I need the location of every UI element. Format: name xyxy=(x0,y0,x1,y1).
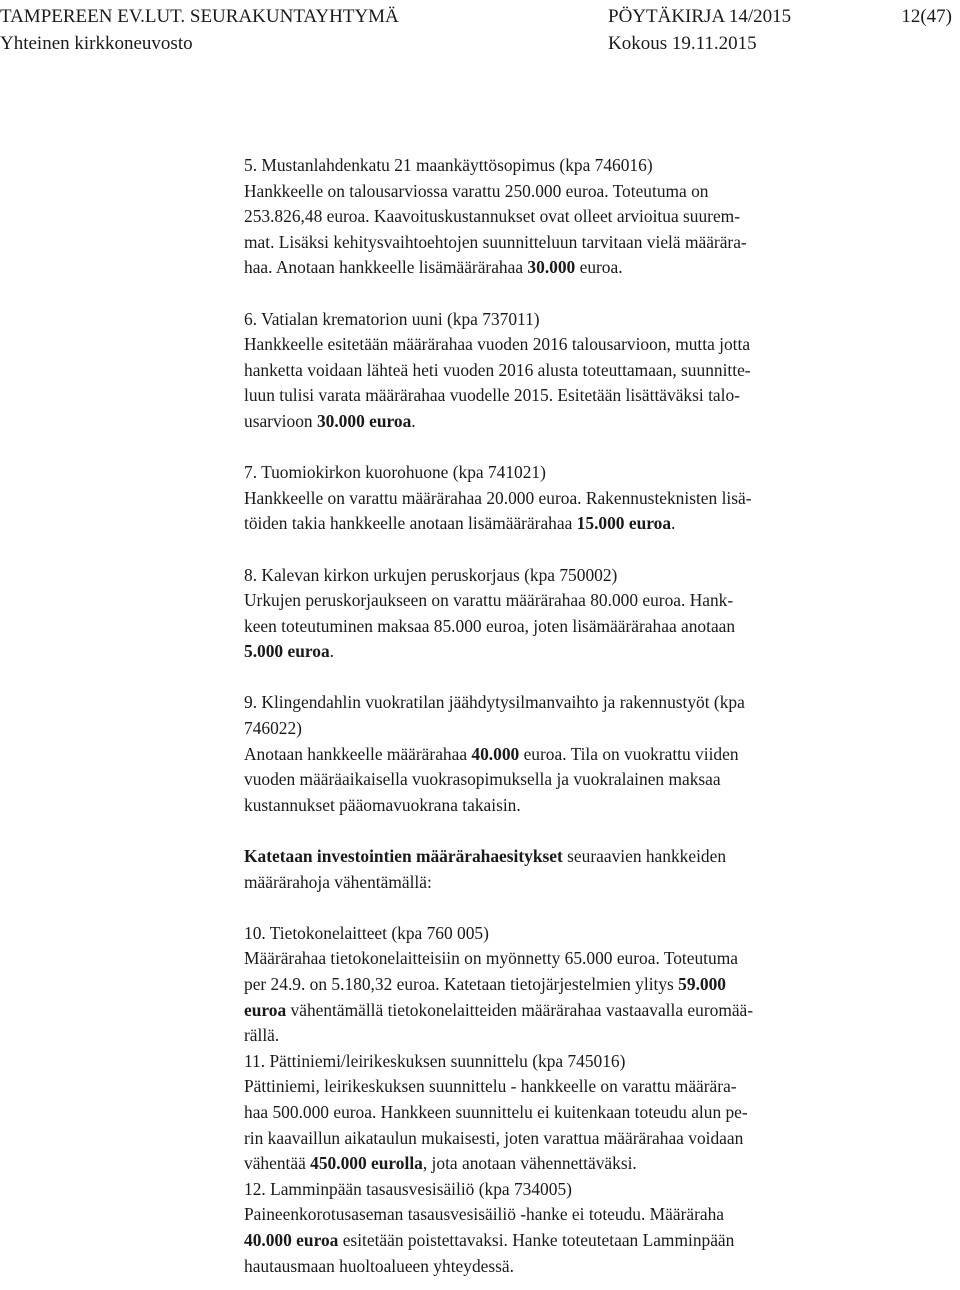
section-s11 xyxy=(244,1049,944,1177)
document-body xyxy=(244,153,944,1279)
text-line: 746022) xyxy=(244,718,302,739)
meeting-date: Kokous 19.11.2015 xyxy=(608,33,757,54)
bold-amount: 450.000 eurolla xyxy=(310,1153,423,1174)
bold-amount: 59.000 xyxy=(678,974,726,994)
text-line: Hankkeelle on varattu määrärahaa 20.000 euroa. Rakennusteknisten lisä- xyxy=(244,487,752,508)
section-heading-line: 6. Vatialan krematorion uuni (kpa 737011) xyxy=(244,308,540,329)
text-line: Urkujen peruskorjaukseen on varattu määrärahaa 80.000 euroa. Hank- xyxy=(244,590,734,611)
header-row-1 xyxy=(0,4,960,29)
section-s8 xyxy=(244,563,944,665)
bold-amount: 40.000 xyxy=(471,743,520,764)
section-s10 xyxy=(244,921,944,1049)
text-line: keen toteutuminen maksaa 85.000 euroa, joten lisämäärärahaa anotaan xyxy=(244,615,736,636)
section-s7 xyxy=(244,460,944,537)
text-line: rällä. xyxy=(244,1025,280,1046)
bold-amount: 30.000 euroa xyxy=(316,410,412,431)
section-heading-line: 7. Tuomiokirkon kuorohuone (kpa 741021) xyxy=(244,462,546,483)
text-line: kustannukset pääomavuokrana takaisin. xyxy=(244,794,521,815)
text-line: vuoden määräaikaisella vuokrasopimuksella ja vuokralainen maksaa xyxy=(244,769,721,790)
section-s5 xyxy=(244,153,944,281)
text-line: rin kaavaillun aikataulun mukaisesti, joten varattua määrärahaa voidaan xyxy=(244,1127,744,1148)
section-heading-line: 5. Mustanlahdenkatu 21 maankäyttösopimus (kpa 746016) xyxy=(244,155,653,175)
text-line: mat. Lisäksi kehitysvaihtoehtojen suunnitteluun tarvitaan vielä määrära- xyxy=(244,231,747,252)
header-row-2 xyxy=(0,31,960,56)
text-line: Pättiniemi, leirikeskuksen suunnittelu - hankkeelle on varattu määrära- xyxy=(244,1076,737,1097)
section-heading-line: 8. Kalevan kirkon urkujen peruskorjaus (kpa 750002) xyxy=(244,564,618,585)
text-line: Anotaan hankkeelle määrärahaa 40.000 euroa. Tila on vuokrattu viiden xyxy=(244,743,739,764)
bold-amount: 30.000 xyxy=(527,257,576,278)
bold-amount: Katetaan investointien määrärahaesitykset xyxy=(244,846,563,867)
section-heading-line: Katetaan investointien määrärahaesitykset seuraavien hankkeiden xyxy=(244,846,727,867)
text-line: määrärahoja vähentämällä: xyxy=(244,871,432,892)
text-line: haa. Anotaan hankkeelle lisämäärärahaa 30.000 euroa. xyxy=(244,257,623,278)
text-line: Määrärahaa tietokonelaitteisiin on myönnetty 65.000 euroa. Toteutuma xyxy=(244,948,738,969)
section-heading-line: 11. Pättiniemi/leirikeskuksen suunnittelu (kpa 745016) xyxy=(244,1050,626,1071)
text-line: vähentää 450.000 eurolla, jota anotaan vähennettäväksi. xyxy=(244,1153,637,1174)
text-line: 253.826,48 euroa. Kaavoituskustannukset ovat olleet arvioitua suurem- xyxy=(244,206,740,227)
text-line: Hankkeelle on talousarviossa varattu 250.000 euroa. Toteutuma on xyxy=(244,180,709,201)
text-line: hautausmaan huoltoalueen yhteydessä. xyxy=(244,1255,514,1276)
text-line: Hankkeelle esitetään määrärahaa vuoden 2016 talousarvioon, mutta jotta xyxy=(244,334,751,355)
text-line: haa 500.000 euroa. Hankkeen suunnittelu ei kuitenkaan toteudu alun pe- xyxy=(244,1101,748,1122)
organization-name: TAMPEREEN EV.LUT. SEURAKUNTAYHTYMÄ xyxy=(0,6,399,27)
governing-body: Yhteinen kirkkoneuvosto xyxy=(0,33,193,54)
section-katetaan xyxy=(244,844,944,895)
section-s6 xyxy=(244,307,944,435)
section-s9 xyxy=(244,690,944,818)
section-heading-line: 9. Klingendahlin vuokratilan jäähdytysilmanvaihto ja rakennustyöt (kpa xyxy=(244,692,745,713)
bold-amount: 15.000 euroa xyxy=(576,513,672,534)
page-header xyxy=(0,0,960,62)
section-heading-line: 10. Tietokonelaitteet (kpa 760 005) xyxy=(244,922,489,943)
text-line: euroa vähentämällä tietokonelaitteiden määrärahaa vastaavalla euromää- xyxy=(244,999,754,1020)
bold-amount: euroa xyxy=(244,999,287,1020)
text-line: hanketta voidaan lähteä heti vuoden 2016 alusta toteuttamaan, suunnitte- xyxy=(244,359,751,380)
text-line: per 24.9. on 5.180,32 euroa. Katetaan tietojärjestelmien ylitys 59.000 xyxy=(244,974,726,994)
page-number: 12(47) xyxy=(901,6,952,27)
section-s12 xyxy=(244,1177,944,1279)
bold-amount: 40.000 euroa xyxy=(244,1229,339,1250)
text-line: usarvioon 30.000 euroa. xyxy=(244,410,416,431)
section-heading-line: 12. Lamminpään tasausvesisäiliö (kpa 734005) xyxy=(244,1178,572,1199)
text-line: Paineenkorotusaseman tasausvesisäiliö -hanke ei toteudu. Määräraha xyxy=(244,1204,725,1225)
text-line: 5.000 euroa. xyxy=(244,641,335,662)
text-line: töiden takia hankkeelle anotaan lisämäärärahaa 15.000 euroa. xyxy=(244,513,676,534)
document-type: PÖYTÄKIRJA 14/2015 xyxy=(608,6,792,27)
text-line: luun tulisi varata määrärahaa vuodelle 2015. Esitetään lisättäväksi talo- xyxy=(244,385,740,406)
bold-amount: 5.000 euroa xyxy=(244,641,330,662)
text-line: 40.000 euroa esitetään poistettavaksi. Hanke toteutetaan Lamminpään xyxy=(244,1229,735,1250)
